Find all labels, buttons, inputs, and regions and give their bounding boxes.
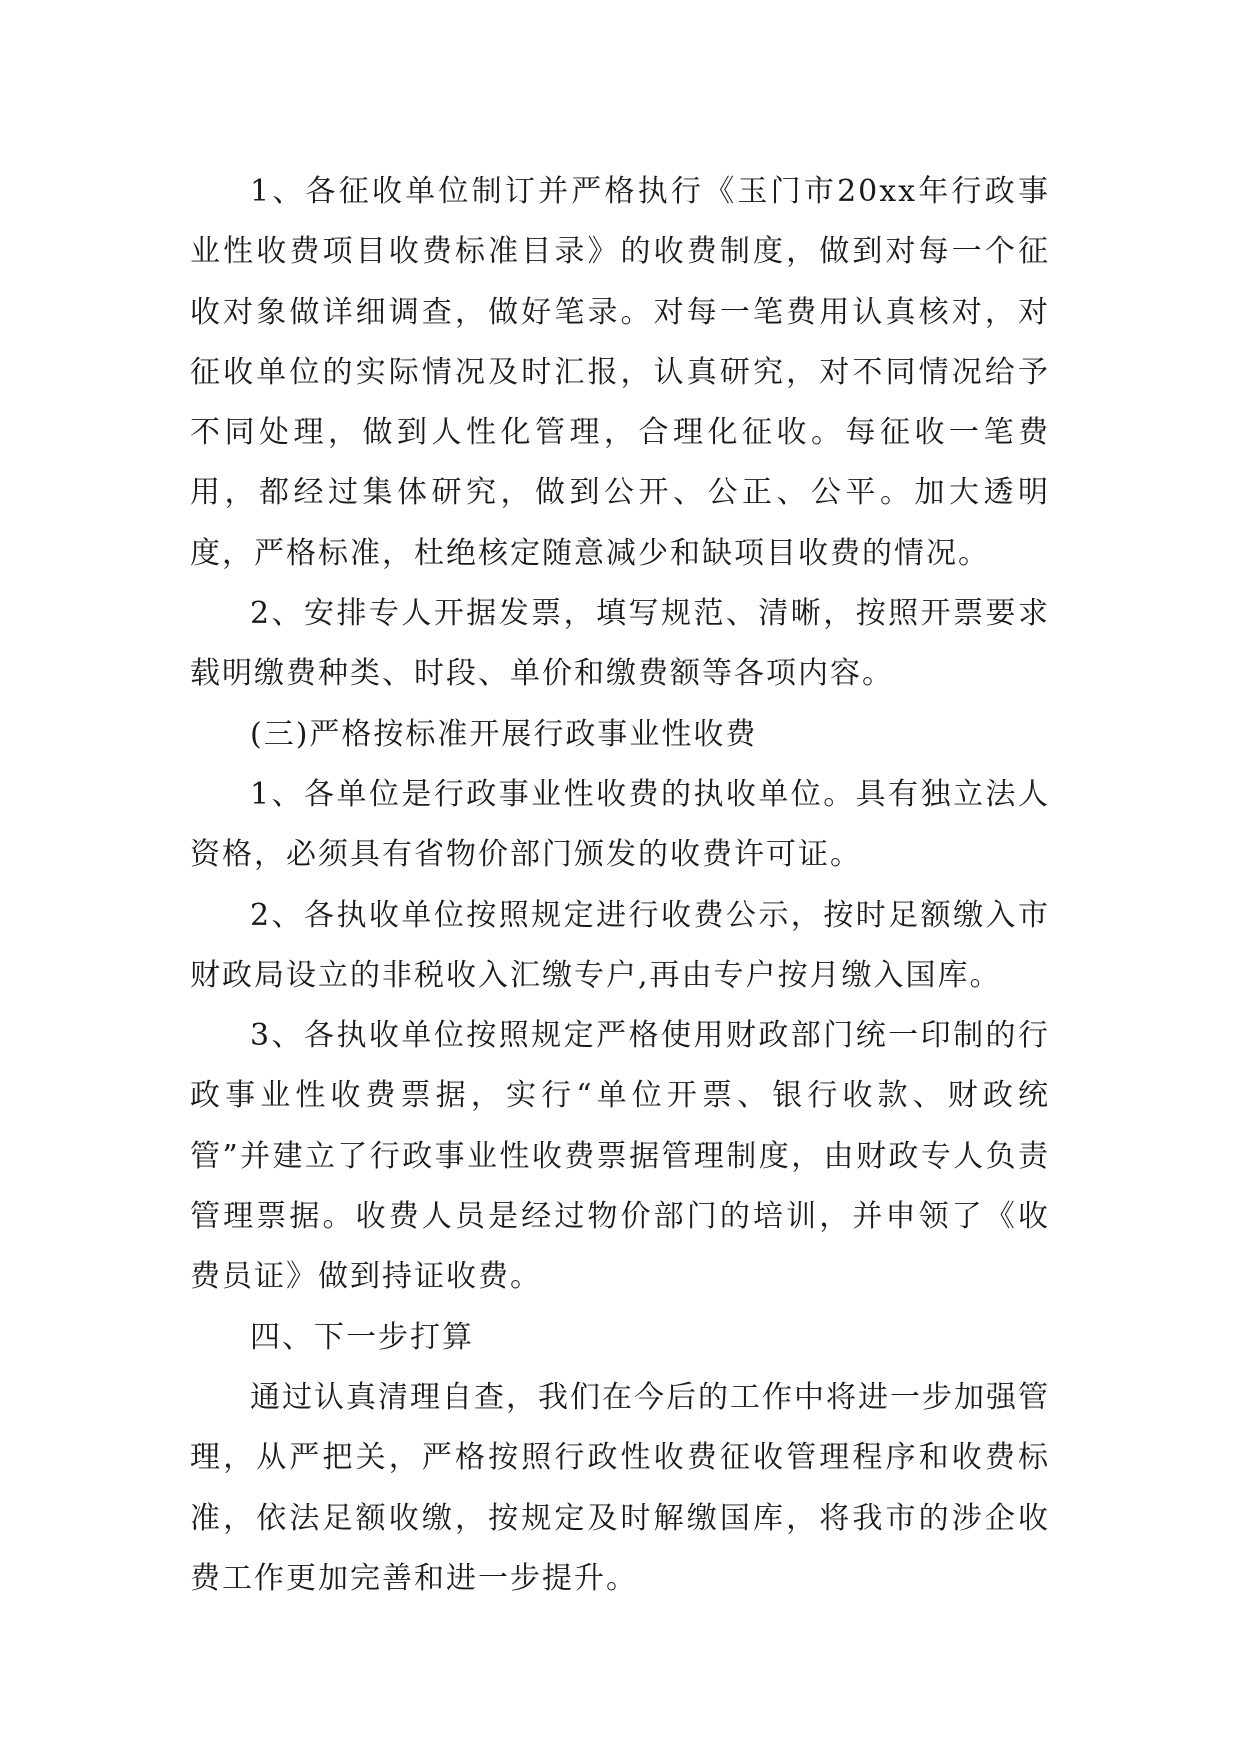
paragraph-fee-standard-catalog: 1、各征收单位制订并严格执行《玉门市20xx年行政事业性收费项目收费标准目录》的收费制度，做到对每一个征收对象做详细调查，做好笔录。对每一笔费用认真核对，对征收单位的实际情况及时汇报，认真研究，对不同情况给予不同处理，做到人性化管理，合理化征收。每征收一笔费用，都经过集体研究，做到公开、公正、公平。加大透明度，严格标准，杜绝核定随意减少和缺项目收费的情况。: [190, 174, 1050, 571]
document-body: [190, 162, 1050, 1609]
paragraph-fee-publicity: 2、各执收单位按照规定进行收费公示，按时足额缴入市财政局设立的非税收入汇缴专户,再由专户按月缴入国库。: [190, 897, 1050, 993]
section-heading-three: (三)严格按标准开展行政事业性收费: [250, 716, 758, 752]
section-heading-four: 四、下一步打算: [250, 1319, 474, 1355]
paragraph-collection-units: 1、各单位是行政事业性收费的执收单位。具有独立法人资格，必须具有省物价部门颁发的收费许可证。: [190, 776, 1050, 873]
paragraph-invoice-issuing: 2、安排专人开据发票，填写规范、清晰，按照开票要求载明缴费种类、时段、单价和缴费额等各项内容。: [190, 596, 1050, 692]
paragraph-next-steps: 通过认真清理自查，我们在今后的工作中将进一步加强管理，从严把关，严格按照行政性收费征收管理程序和收费标准，依法足额收缴，按规定及时解缴国库，将我市的涉企收费工作更加完善和进一步提升。: [190, 1379, 1050, 1596]
paragraph-fee-receipts: 3、各执收单位按照规定严格使用财政部门统一印制的行政事业性收费票据，实行“单位开票、银行收款、财政统管”并建立了行政事业性收费票据管理制度，由财政专人负责管理票据。收费人员是经过物价部门的培训，并申领了《收费员证》做到持证收费。: [190, 1018, 1050, 1295]
